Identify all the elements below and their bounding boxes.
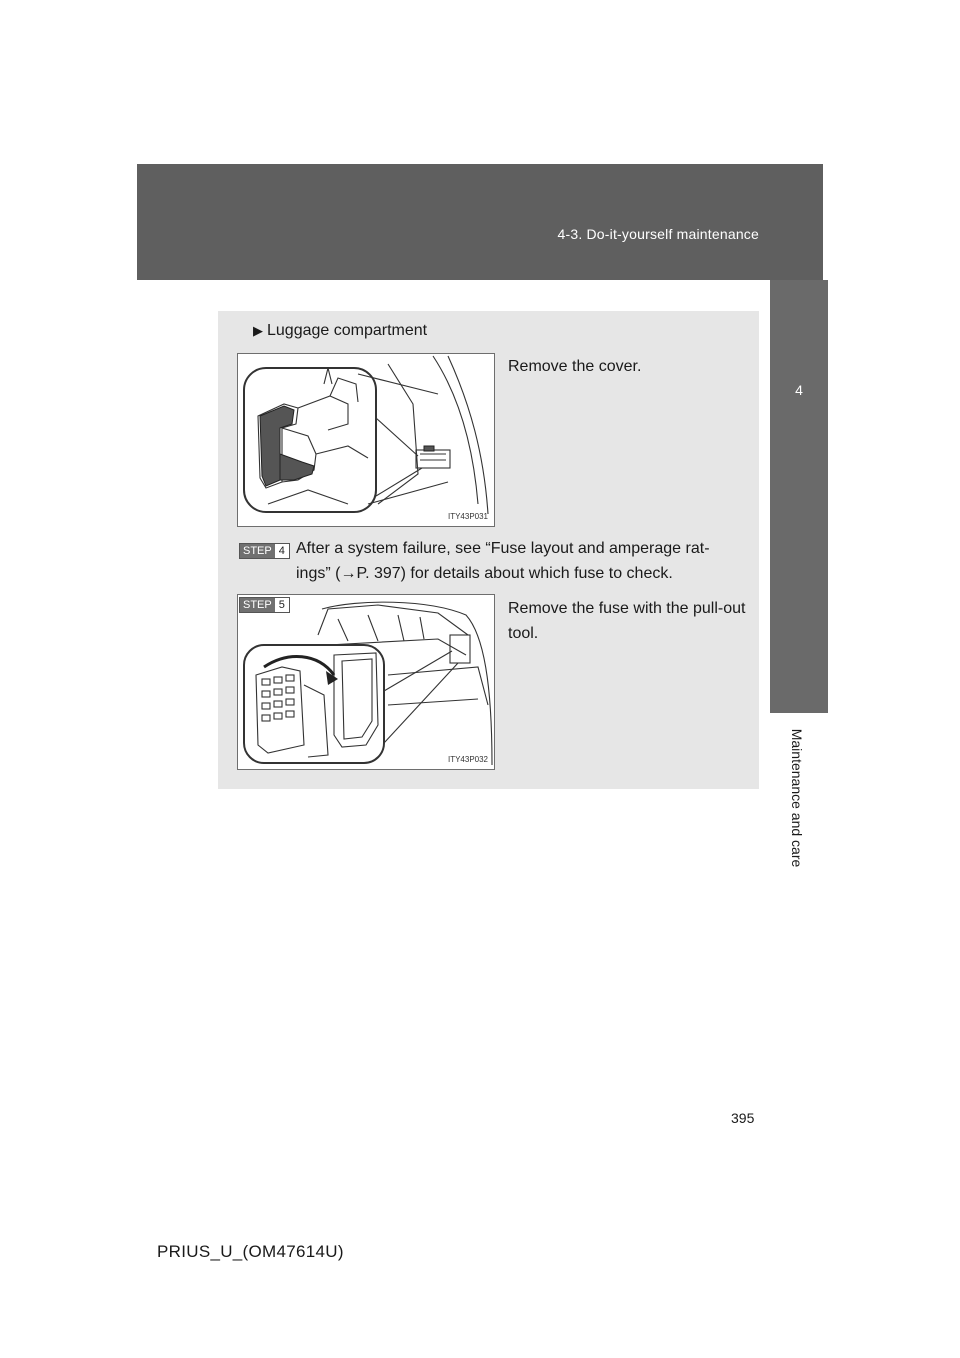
section-heading: 4-3. Do-it-yourself maintenance — [557, 226, 759, 242]
figure-fuse-removal — [237, 594, 495, 770]
step4-text-line2: ings” (→P. 397) for details about which fuse to check. — [296, 565, 673, 582]
figure-luggage-cover — [237, 353, 495, 527]
header-band — [137, 164, 823, 280]
figure-code: ITY43P032 — [447, 755, 488, 764]
luggage-cover-illustration — [238, 354, 494, 526]
chapter-number: 4 — [795, 382, 803, 398]
step-badge-label: STEP — [240, 598, 275, 612]
step-badge-number: 5 — [275, 598, 289, 612]
step3-text: Remove the cover. — [508, 358, 642, 375]
step5-text: Remove the fuse with the pull-out tool. — [508, 600, 746, 642]
figure-code: ITY43P031 — [447, 512, 488, 521]
page-number: 395 — [731, 1110, 755, 1126]
chapter-tab — [770, 280, 828, 713]
chapter-label: Maintenance and care — [789, 728, 805, 868]
section-title-text: Luggage compartment — [267, 322, 428, 339]
section-title — [253, 322, 427, 340]
document-code: PRIUS_U_(OM47614U) — [157, 1242, 344, 1261]
fuse-removal-illustration — [238, 595, 494, 769]
triangle-marker-icon: ▶ — [253, 323, 263, 338]
step4-badge — [239, 543, 290, 559]
step-badge-number: 4 — [275, 544, 289, 558]
step5-badge — [239, 597, 290, 613]
chapter-label-wrap — [786, 718, 808, 868]
step-badge-label: STEP — [240, 544, 275, 558]
step4-text-line1: After a system failure, see “Fuse layout and amperage rat- — [296, 540, 710, 557]
